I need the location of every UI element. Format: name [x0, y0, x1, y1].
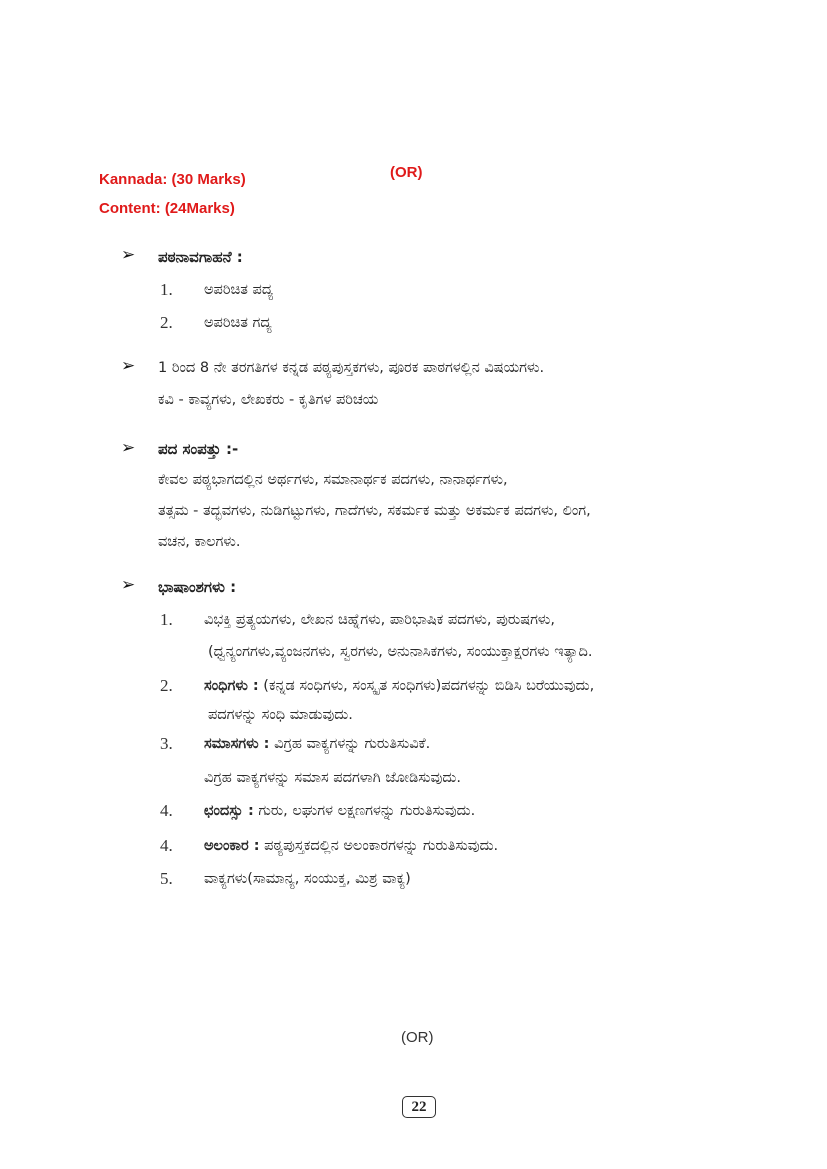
list-item	[204, 838, 498, 854]
list-number: 4.	[160, 836, 173, 855]
list-number: 1.	[160, 280, 173, 299]
section-line: ವಚನ, ಕಾಲಗಳು.	[158, 534, 241, 550]
term-description: ವಿಗ್ರಹ ವಾಕ್ಯಗಳನ್ನು ಗುರುತಿಸುವಿಕೆ.	[274, 736, 431, 752]
list-number: 5.	[160, 869, 173, 888]
list-number: 2.	[160, 313, 173, 332]
list-number: 3.	[160, 734, 173, 753]
list-item: ಅಪರಿಚಿತ ಗದ್ಯ	[204, 315, 272, 331]
page-number: 22	[402, 1096, 436, 1118]
or-top-heading: (OR)	[390, 164, 423, 181]
section-title-vocabulary: ಪದ ಸಂಪತ್ತು :-	[158, 440, 239, 458]
list-item-continuation: ಪದಗಳನ್ನು ಸಂಧಿ ಮಾಡುವುದು.	[208, 707, 353, 723]
or-bottom-text: (OR)	[401, 1029, 434, 1046]
term-description: ಗುರು, ಲಘುಗಳ ಲಕ್ಷಣಗಳನ್ನು ಗುರುತಿಸುವುದು.	[258, 803, 476, 819]
section-line: ಕವಿ - ಕಾವ್ಯಗಳು, ಲೇಖಕರು - ಕೃತಿಗಳ ಪರಿಚಯ	[158, 392, 379, 408]
bullet-arrow-icon: ➢	[121, 438, 136, 458]
list-item-continuation: (ಧ್ವನ್ಯಂಗಗಳು,ವ್ಯಂಜನಗಳು, ಸ್ವರಗಳು, ಅನುನಾಸಿಕಗಳು, ಸಂಯುಕ್ತಾಕ್ಷರಗಳು ಇತ್ಯಾದಿ.	[208, 644, 593, 660]
bullet-arrow-icon: ➢	[121, 245, 136, 265]
kannada-marks-heading: Kannada: (30 Marks)	[99, 171, 246, 188]
list-item: ವಾಕ್ಯಗಳು(ಸಾಮಾನ್ಯ, ಸಂಯುಕ್ತ, ಮಿಶ್ರ ವಾಕ್ಯ)	[204, 871, 411, 887]
term-description: (ಕನ್ನಡ ಸಂಧಿಗಳು, ಸಂಸ್ಕೃತ ಸಂಧಿಗಳು)ಪದಗಳನ್ನು ಬಿಡಿಸಿ ಬರೆಯುವುದು,	[263, 678, 595, 694]
bullet-arrow-icon: ➢	[121, 575, 136, 595]
term-label: ಛಂದಸ್ಸು :	[204, 803, 254, 819]
list-number: 2.	[160, 676, 173, 695]
list-item	[204, 803, 475, 819]
term-label: ಸಂಧಿಗಳು :	[204, 678, 259, 694]
term-label: ಸಮಾಸಗಳು :	[204, 736, 270, 752]
list-item-continuation: ವಿಗ್ರಹ ವಾಕ್ಯಗಳನ್ನು ಸಮಾಸ ಪದಗಳಾಗಿ ಜೋಡಿಸುವುದು.	[204, 770, 461, 786]
list-item: ವಿಭಕ್ತಿ ಪ್ರತ್ಯಯಗಳು, ಲೇಖನ ಚಿಹ್ನೆಗಳು, ಪಾರಿಭಾಷಿಕ ಪದಗಳು, ಪುರುಷಗಳು,	[204, 612, 556, 628]
list-item	[204, 736, 430, 752]
term-description: ಪಠ್ಯಪುಸ್ತಕದಲ್ಲಿನ ಅಲಂಕಾರಗಳನ್ನು ಗುರುತಿಸುವುದು.	[264, 838, 499, 854]
section-line: ತತ್ಸಮ - ತದ್ಭವಗಳು, ನುಡಿಗಟ್ಟುಗಳು, ಗಾದೆಗಳು, ಸಕರ್ಮಕ ಮತ್ತು ಅಕರ್ಮಕ ಪದಗಳು, ಲಿಂಗ,	[158, 503, 591, 519]
term-label: ಅಲಂಕಾರ :	[204, 838, 260, 854]
section-line: ಕೇವಲ ಪಠ್ಯಭಾಗದಲ್ಲಿನ ಅರ್ಥಗಳು, ಸಮಾನಾರ್ಥಕ ಪದಗಳು, ನಾನಾರ್ಥಗಳು,	[158, 472, 508, 488]
content-marks-heading: Content: (24Marks)	[99, 200, 235, 217]
list-number: 4.	[160, 801, 173, 820]
list-number: 1.	[160, 610, 173, 629]
bullet-arrow-icon: ➢	[121, 356, 136, 376]
list-item: ಅಪರಿಚಿತ ಪದ್ಯ	[204, 282, 274, 298]
list-item	[204, 678, 594, 694]
section-line: 1 ರಿಂದ 8 ನೇ ತರಗತಿಗಳ ಕನ್ನಡ ಪಠ್ಯಪುಸ್ತಕಗಳು, ಪೂರಕ ಪಾಠಗಳಲ್ಲಿನ ವಿಷಯಗಳು.	[158, 360, 545, 376]
section-title-grammar: ಭಾಷಾಂಶಗಳು :	[158, 578, 237, 596]
section-title-reading: ಪಠನಾವಗಾಹನೆ :	[158, 248, 243, 266]
